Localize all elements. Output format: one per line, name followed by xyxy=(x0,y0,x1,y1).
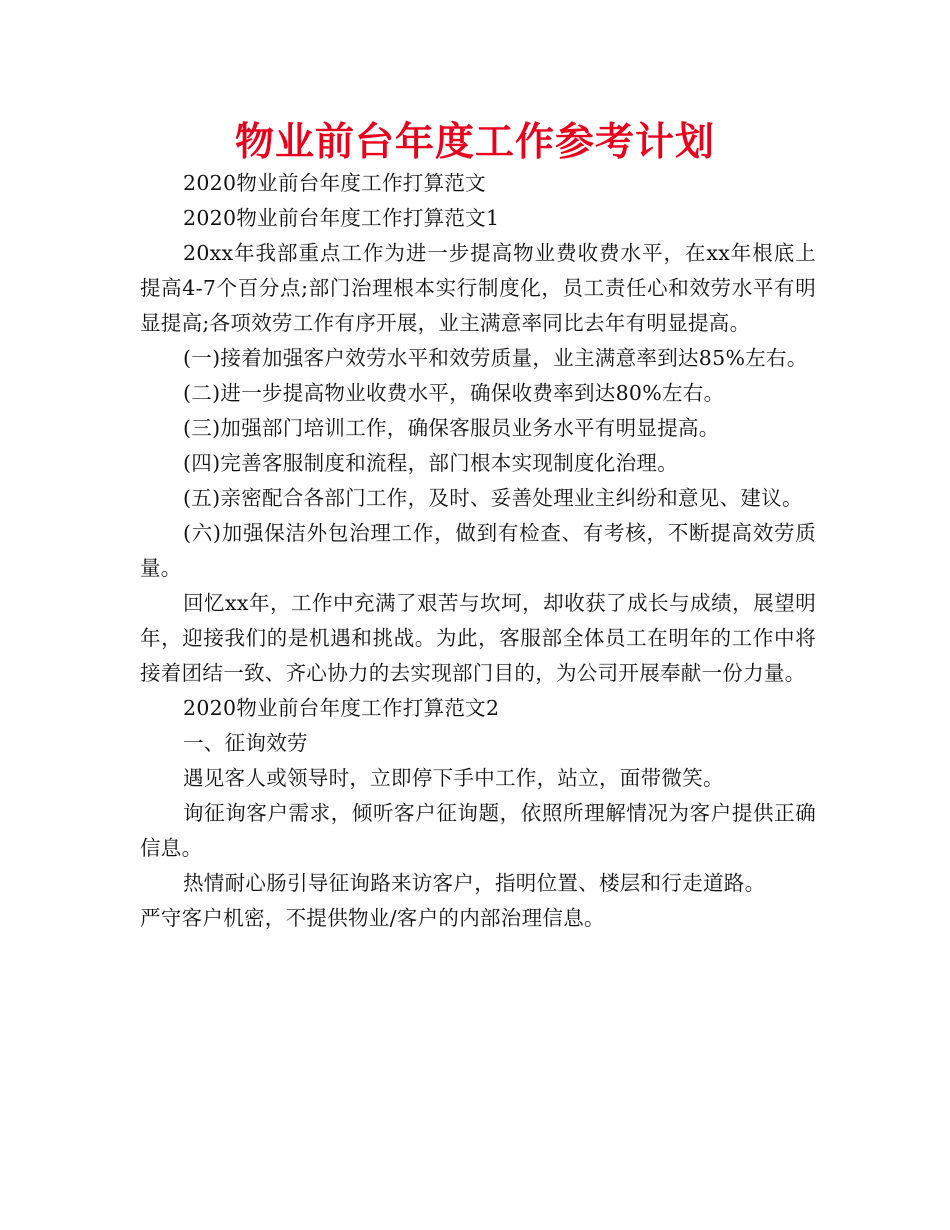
paragraph: 20xx年我部重点工作为进一步提高物业费收费水平，在xx年根底上提高4-7个百分点;部门治理根本实行制度化，员工责任心和效劳水平有明显提高;各项效劳工作有序开展，业主满意率同比去年有明显提高。 xyxy=(140,241,816,335)
paragraph: 一、征询效劳 xyxy=(183,731,308,755)
paragraph: 热情耐心肠引导征询路来访客户，指明位置、楼层和行走道路。 xyxy=(183,871,766,895)
paragraph: 2020物业前台年度工作打算范文2 xyxy=(183,696,500,720)
paragraph: 询征询客户需求，倾听客户征询题，依照所理解情况为客户提供正确信息。 xyxy=(140,801,816,860)
paragraph: 回忆xx年，工作中充满了艰苦与坎坷，却收获了成长与成绩，展望明年，迎接我们的是机遇和挑战。为此，客服部全体员工在明年的工作中将接着团结一致、齐心协力的去实现部门目的，为公司开展奉献一份力量。 xyxy=(140,591,816,685)
paragraph: 严守客户机密，不提供物业/客户的内部治理信息。 xyxy=(140,906,605,930)
paragraph: (四)完善客服制度和流程，部门根本实现制度化治理。 xyxy=(183,451,678,475)
document-body xyxy=(140,166,816,936)
document-title: 物业前台年度工作参考计划 xyxy=(234,120,715,165)
paragraph: (三)加强部门培训工作，确保客服员业务水平有明显提高。 xyxy=(183,416,720,440)
paragraph: (六)加强保洁外包治理工作，做到有检查、有考核，不断提高效劳质量。 xyxy=(140,521,816,580)
paragraph: 2020物业前台年度工作打算范文 xyxy=(183,171,486,195)
paragraph: (二)进一步提高物业收费水平，确保收费率到达80%左右。 xyxy=(183,381,725,405)
paragraph: (一)接着加强客户效劳水平和效劳质量，业主满意率到达85%左右。 xyxy=(183,346,808,370)
paragraph: 2020物业前台年度工作打算范文1 xyxy=(183,206,500,230)
paragraph: (五)亲密配合各部门工作，及时、妥善处理业主纠纷和意见、建议。 xyxy=(183,486,803,510)
paragraph: 遇见客人或领导时，立即停下手中工作，站立，面带微笑。 xyxy=(183,766,724,790)
